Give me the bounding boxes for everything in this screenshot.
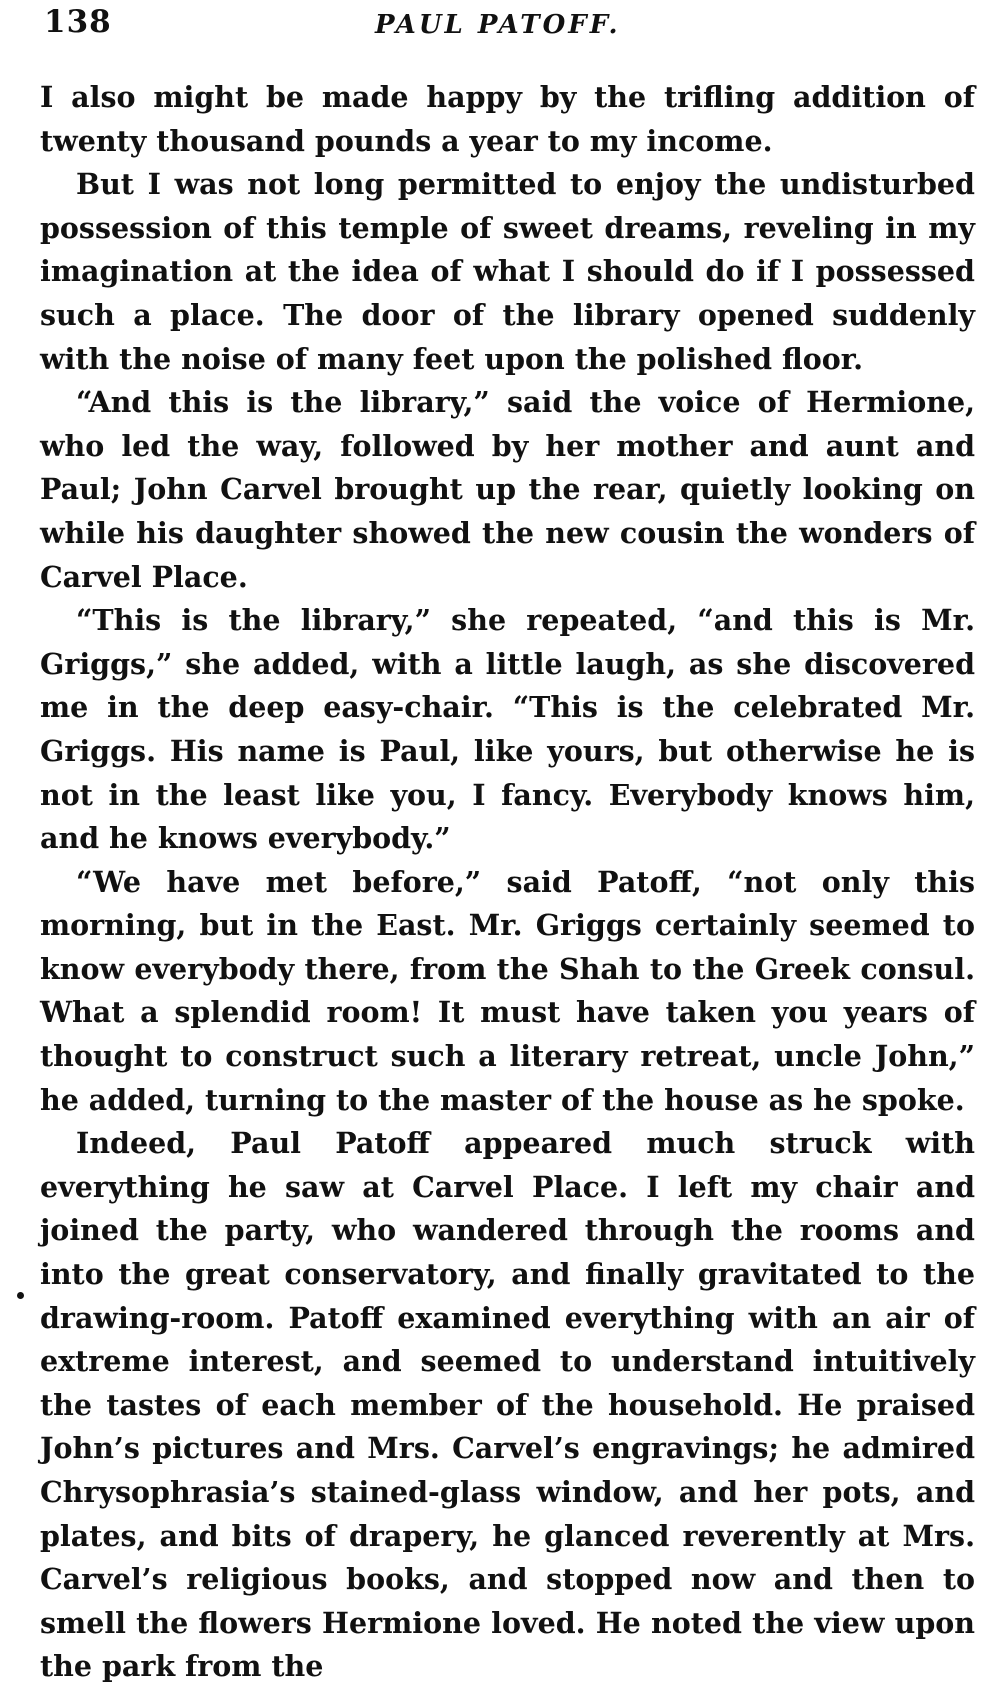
running-head [40, 4, 980, 54]
paragraph-6: Indeed, Paul Patoff appeared much struck with everything he saw at Carvel Place. I left my chair and joined the party, who wandered through the rooms and into the great conservatory, and finally gravitated to the drawing-room. Patoff examined everything with an air of extreme interest, and seemed to understand intuitively the tastes of each member of the household. He praised John’s pictures and Mrs. Carvel’s engravings; he admired Chrysophrasia’s stained-glass window, and her pots, and plates, and bits of drapery, he glanced reverently at Mrs. Carvel’s religious books, and stopped now and then to smell the flowers Hermione loved. He noted the view upon the park from the [40, 1126, 975, 1684]
page-number: 138 [44, 4, 112, 40]
paragraph-2: But I was not long permitted to enjoy the undisturbed possession of this temple of sweet dreams, reveling in my imagination at the idea of what I should do if I possessed such a place. The door of the library opened suddenly with the noise of many feet upon the polished floor. [40, 167, 975, 376]
paragraph-3: “And this is the library,” said the voice of Hermione, who led the way, followed by her mother and aunt and Paul; John Carvel brought up the rear, quietly looking on while his daughter showed the new cousin the wonders of Carvel Place. [40, 385, 975, 594]
paragraph-5: “We have met before,” said Patoff, “not only this morning, but in the East. Mr. Griggs certainly seemed to know everybody there, from the Shah to the Greek consul. What a splendid room! It must have taken you years of thought to construct such a literary retreat, uncle John,” he added, turning to the master of the house as he spoke. [40, 864, 975, 1117]
paragraph-1: I also might be made happy by the trifling addition of twenty thousand pounds a year to my income. [40, 80, 975, 158]
margin-ink-dot [17, 1292, 24, 1299]
paragraph-4: “This is the library,” she repeated, “and this is Mr. Griggs,” she added, with a little laugh, as she discovered me in the deep easy-chair. “This is the celebrated Mr. Griggs. His name is Paul, like yours, but otherwise he is not in the least like you, I fancy. Everybody knows him, and he knows everybody.” [40, 603, 975, 856]
body-text [40, 76, 975, 1689]
running-title: PAUL PATOFF. [375, 10, 621, 40]
